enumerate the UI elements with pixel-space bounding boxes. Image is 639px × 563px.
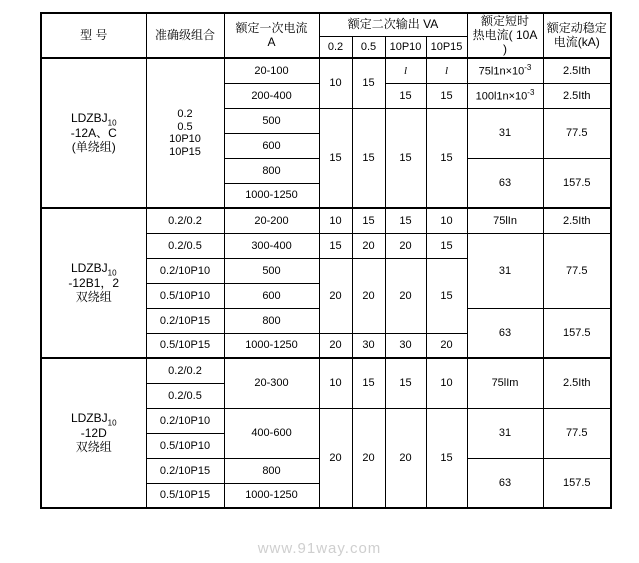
header-secondary-output: 额定二次输出 VA	[319, 13, 467, 36]
current-cell: 600	[224, 283, 319, 308]
grade-cell: 0.5/10P10	[146, 433, 224, 458]
grade-cell: 0.2/0.2	[146, 208, 224, 233]
thermal-cell	[467, 83, 543, 108]
current-cell: 800	[224, 158, 319, 183]
watermark: www.91way.com	[257, 540, 382, 557]
va-02-cell: 10	[319, 208, 352, 233]
thermal-value: 75l1n×10	[478, 66, 525, 79]
current-cell: 1000-1250	[224, 183, 319, 208]
dynamic-cell: 77.5	[543, 108, 611, 158]
header-thermal-line2: 热电流( 10A )	[472, 27, 538, 56]
current-cell: 1000-1250	[224, 333, 319, 358]
grade-cell-group1	[146, 58, 224, 208]
header-dynamic-current	[543, 13, 611, 58]
model-subscript: 10	[107, 268, 117, 278]
current-cell: 20-200	[224, 208, 319, 233]
grade-cell: 0.5/10P15	[146, 333, 224, 358]
specification-table	[40, 12, 612, 509]
va-10p15-cell: 15	[426, 83, 467, 108]
model-cell-group1	[41, 58, 146, 208]
table-header-row-1	[41, 13, 611, 36]
va-10p10-cell: 15	[385, 208, 426, 233]
grade-cell: 0.2/10P15	[146, 458, 224, 483]
current-cell: 20-300	[224, 358, 319, 408]
va-05-cell: 20	[352, 408, 385, 508]
va-10p10-cell: 20	[385, 258, 426, 333]
current-cell: 800	[224, 308, 319, 333]
header-va-02: 0.2	[319, 36, 352, 58]
header-dynamic-line1: 额定动稳定	[546, 20, 607, 35]
dynamic-cell: 2.5Ith	[543, 358, 611, 408]
model-name-line1: LDZBJ	[70, 260, 108, 275]
current-cell: 400-600	[224, 408, 319, 458]
current-cell: 200-400	[224, 83, 319, 108]
va-10p15-cell: l	[426, 58, 467, 83]
va-10p15-cell: 15	[426, 258, 467, 333]
current-cell: 20-100	[224, 58, 319, 83]
model-subscript: 10	[107, 418, 117, 428]
header-va-10p10: 10P10	[385, 36, 426, 58]
table-row	[41, 208, 611, 233]
va-05-cell: 30	[352, 333, 385, 358]
current-cell: 800	[224, 458, 319, 483]
header-thermal-current	[467, 13, 543, 58]
grade-item: 0.5	[177, 120, 193, 133]
thermal-value: 100l1n×10	[475, 90, 528, 103]
va-10p15-cell: 15	[426, 408, 467, 508]
va-02-cell: 20	[319, 408, 352, 508]
dynamic-cell: 157.5	[543, 308, 611, 358]
spec-sheet	[40, 12, 607, 509]
grade-cell: 0.2/10P10	[146, 408, 224, 433]
va-10p10-cell: l	[385, 58, 426, 83]
model-cell-group3	[41, 358, 146, 508]
va-05-cell: 15	[352, 58, 385, 108]
table-row	[41, 58, 611, 83]
va-05-cell: 15	[352, 358, 385, 408]
current-cell: 500	[224, 258, 319, 283]
thermal-cell: 63	[467, 158, 543, 208]
thermal-exponent: -3	[527, 88, 535, 98]
grade-cell: 0.5/10P10	[146, 283, 224, 308]
thermal-cell	[467, 58, 543, 83]
thermal-cell: 31	[467, 233, 543, 308]
dynamic-cell: 77.5	[543, 408, 611, 458]
va-02-cell: 20	[319, 333, 352, 358]
model-name-line1: LDZBJ	[70, 410, 108, 425]
dynamic-cell: 77.5	[543, 233, 611, 308]
dynamic-cell: 157.5	[543, 158, 611, 208]
model-cell-group2	[41, 208, 146, 358]
header-primary-current-line2: A	[267, 34, 276, 49]
va-10p10-cell: 15	[385, 108, 426, 208]
thermal-cell: 31	[467, 408, 543, 458]
model-name-line1: LDZBJ	[70, 110, 108, 125]
thermal-cell: 63	[467, 308, 543, 358]
va-10p10-cell: 20	[385, 408, 426, 508]
va-10p15-cell: 10	[426, 358, 467, 408]
va-05-cell: 15	[352, 208, 385, 233]
header-accuracy: 准确级组合	[146, 13, 224, 58]
model-subscript: 10	[107, 118, 117, 128]
model-name-line3: (单绕组)	[71, 140, 116, 155]
header-va-10p15: 10P15	[426, 36, 467, 58]
model-name-line2: -12B1，2	[68, 276, 120, 291]
table-row	[41, 358, 611, 383]
thermal-cell: 63	[467, 458, 543, 508]
grade-item: 10P10	[169, 133, 201, 146]
header-va-05: 0.5	[352, 36, 385, 58]
header-model: 型 号	[41, 13, 146, 58]
va-05-cell: 20	[352, 233, 385, 258]
header-primary-current-line1: 额定一次电流	[235, 20, 308, 35]
thermal-cell: 75lIn	[467, 208, 543, 233]
model-name-line2: -12D	[80, 426, 107, 441]
model-name-line3: 双绕组	[75, 440, 112, 455]
current-cell: 500	[224, 108, 319, 133]
va-05-cell: 15	[352, 108, 385, 208]
current-cell: 600	[224, 133, 319, 158]
dynamic-cell: 2.5Ith	[543, 58, 611, 83]
thermal-cell: 75lIm	[467, 358, 543, 408]
thermal-exponent: -3	[524, 63, 532, 73]
va-02-cell: 15	[319, 108, 352, 208]
header-thermal-line1: 额定短时	[481, 14, 530, 28]
va-05-cell: 20	[352, 258, 385, 333]
grade-cell: 0.5/10P15	[146, 483, 224, 508]
va-10p10-cell: 15	[385, 83, 426, 108]
grade-cell: 0.2/10P10	[146, 258, 224, 283]
va-10p10-cell: 20	[385, 233, 426, 258]
thermal-cell: 31	[467, 108, 543, 158]
va-02-cell: 10	[319, 358, 352, 408]
current-cell: 300-400	[224, 233, 319, 258]
model-name-line2: -12A、C	[70, 126, 117, 141]
va-10p15-cell: 10	[426, 208, 467, 233]
grade-cell: 0.2/0.2	[146, 358, 224, 383]
header-dynamic-line2: 电流(kA)	[553, 34, 600, 49]
va-10p15-cell: 15	[426, 233, 467, 258]
model-name-line3: 双绕组	[75, 290, 112, 305]
va-02-cell: 15	[319, 233, 352, 258]
dynamic-cell: 157.5	[543, 458, 611, 508]
va-02-cell: 10	[319, 58, 352, 108]
grade-cell: 0.2/0.5	[146, 233, 224, 258]
header-primary-current	[224, 13, 319, 58]
current-cell: 1000-1250	[224, 483, 319, 508]
grade-cell: 0.2/0.5	[146, 383, 224, 408]
va-02-cell: 20	[319, 258, 352, 333]
va-10p10-cell: 30	[385, 333, 426, 358]
dynamic-cell: 2.5Ith	[543, 83, 611, 108]
dynamic-cell: 2.5Ith	[543, 208, 611, 233]
va-10p15-cell: 15	[426, 108, 467, 208]
grade-cell: 0.2/10P15	[146, 308, 224, 333]
grade-item: 10P15	[169, 146, 201, 159]
va-10p15-cell: 20	[426, 333, 467, 358]
va-10p10-cell: 15	[385, 358, 426, 408]
grade-item: 0.2	[177, 108, 193, 121]
